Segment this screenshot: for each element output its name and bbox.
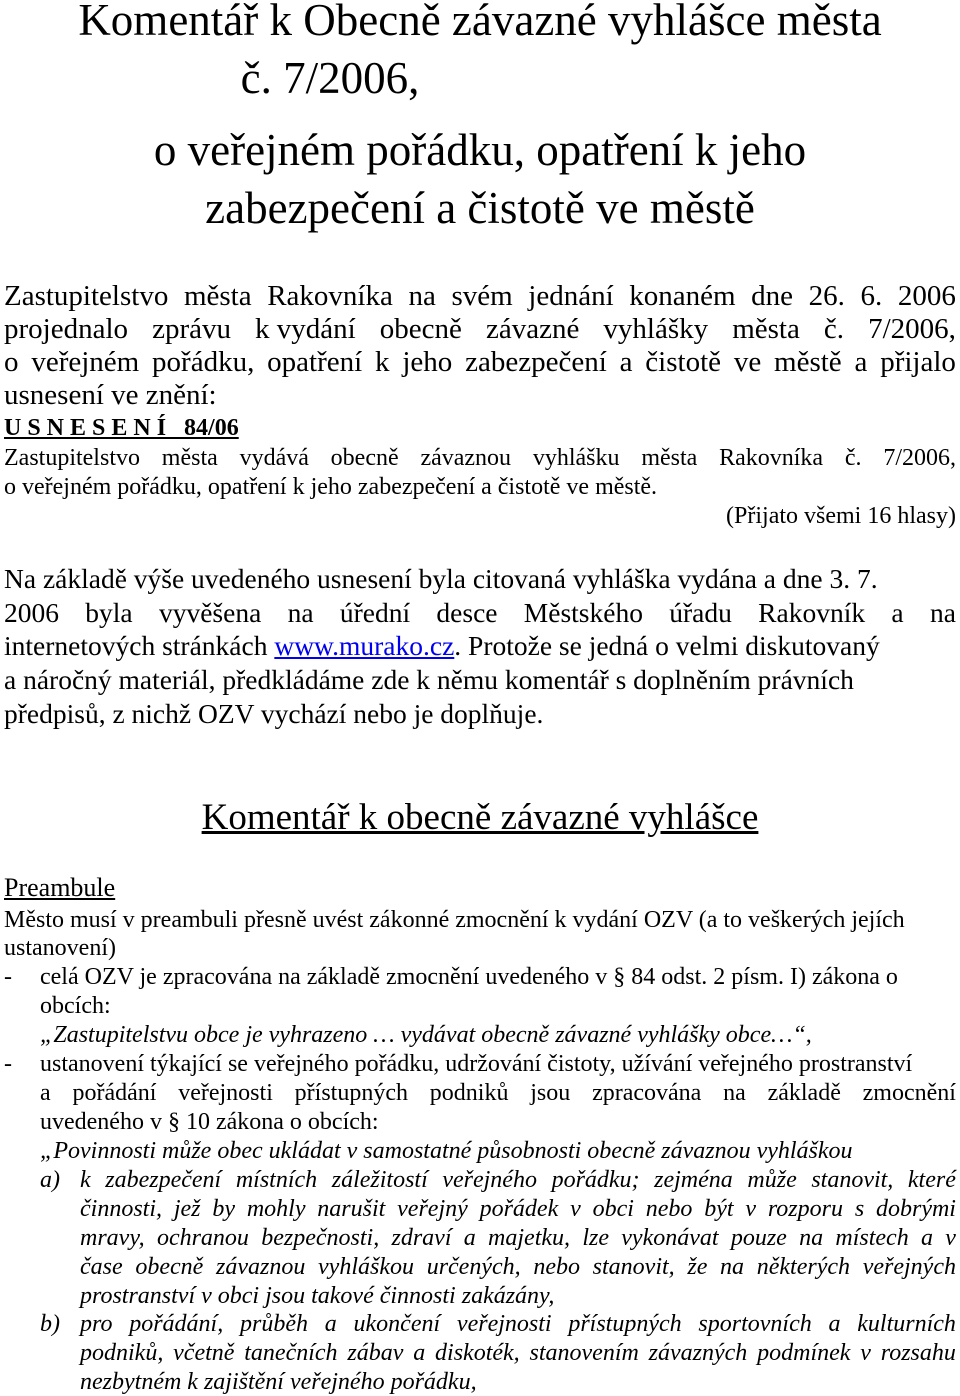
word: stanovit, bbox=[811, 1167, 894, 1193]
word: že bbox=[687, 1254, 708, 1280]
word: jeho bbox=[402, 346, 453, 378]
a-lines-line bbox=[80, 1166, 956, 1194]
word: dobrými bbox=[875, 1196, 956, 1222]
word: Zastupitelstvo bbox=[4, 280, 169, 312]
word: a bbox=[463, 1225, 476, 1251]
intro-line-2 bbox=[4, 313, 956, 346]
word: zdraví bbox=[391, 1225, 452, 1251]
word: na bbox=[408, 280, 436, 312]
word: jednání bbox=[528, 280, 614, 312]
word: jež bbox=[173, 1196, 201, 1222]
word: čase bbox=[80, 1254, 123, 1280]
word: závaznou bbox=[216, 1254, 306, 1280]
word: ochranou bbox=[156, 1225, 249, 1251]
word: obecně bbox=[330, 445, 399, 471]
word: ve bbox=[733, 346, 762, 378]
word: a bbox=[413, 1340, 426, 1366]
word: pořádku, bbox=[152, 346, 255, 378]
word: podniků bbox=[429, 1080, 509, 1106]
resolution-votes: (Přijato všemi 16 hlasy) bbox=[726, 503, 956, 529]
a-lines-line bbox=[80, 1253, 956, 1281]
item-2-dash: - bbox=[4, 1051, 12, 1077]
word: Rakovník bbox=[758, 597, 866, 628]
resolution-heading: U S N E S E N Í 84/06 bbox=[4, 415, 239, 441]
word: místech bbox=[835, 1225, 909, 1251]
word: byla bbox=[85, 597, 133, 628]
word: zábav bbox=[347, 1340, 404, 1366]
word: opatření bbox=[267, 346, 363, 378]
word: být bbox=[704, 1196, 734, 1222]
word: rozsahu bbox=[880, 1340, 956, 1366]
item-1-dash: - bbox=[4, 964, 12, 990]
word: lze bbox=[582, 1225, 609, 1251]
para-line-2 bbox=[4, 596, 956, 630]
word: veřejném bbox=[31, 346, 140, 378]
word: č. bbox=[823, 313, 845, 345]
word: 7/2006, bbox=[883, 445, 956, 471]
word: na bbox=[720, 1254, 745, 1280]
document-title-line-4: zabezpečení a čistotě ve městě bbox=[205, 183, 755, 233]
para-line-3 bbox=[4, 629, 880, 663]
word: tanečních bbox=[244, 1340, 338, 1366]
word: o bbox=[4, 346, 19, 378]
word: včetně bbox=[173, 1340, 235, 1366]
preamble-line-1: Město musí v preambuli přesně uvést zákonné zmocnění k vydání OZV (a to veškerých jejích bbox=[4, 907, 905, 933]
word: přijalo bbox=[880, 346, 956, 378]
word: vyhláškou bbox=[318, 1254, 414, 1280]
word: svém bbox=[451, 280, 513, 312]
word: narušit bbox=[317, 1196, 386, 1222]
b-lines-line bbox=[80, 1310, 956, 1338]
word: jsou bbox=[530, 1080, 571, 1106]
word: zabezpečení bbox=[465, 346, 607, 378]
word: stanovením bbox=[529, 1340, 639, 1366]
word: veřejný bbox=[397, 1196, 468, 1222]
word: 2006 bbox=[4, 597, 59, 628]
word: nebo bbox=[645, 1196, 693, 1222]
word: ukončení bbox=[353, 1311, 441, 1337]
b-lines-line bbox=[80, 1339, 956, 1367]
word: a bbox=[324, 1311, 337, 1337]
word: dne bbox=[751, 280, 794, 312]
word: 7/2006, bbox=[868, 313, 956, 345]
intro-line-3 bbox=[4, 346, 956, 379]
para-line-3-rest: . Protože se jedná o velmi diskutovaný bbox=[454, 630, 880, 661]
item-2-line-2 bbox=[40, 1079, 956, 1107]
word: Rakovníka bbox=[267, 280, 393, 312]
word: pro bbox=[80, 1311, 113, 1337]
document-title-line-2: č. 7/2006, bbox=[240, 53, 420, 103]
word: a bbox=[619, 346, 633, 378]
word: závazných bbox=[648, 1340, 748, 1366]
murako-link[interactable]: www.murako.cz bbox=[274, 630, 455, 661]
a-lines-line bbox=[80, 1224, 956, 1252]
word: průběh bbox=[240, 1311, 308, 1337]
word: přístupných bbox=[294, 1080, 408, 1106]
word: č. bbox=[844, 445, 862, 471]
word: a bbox=[891, 597, 904, 628]
word: a bbox=[920, 1225, 933, 1251]
word: podniků, bbox=[80, 1340, 164, 1366]
word: vyhlášky bbox=[603, 313, 709, 345]
item-2-line-3: uvedeného v § 10 zákona o obcích: bbox=[40, 1109, 379, 1135]
item-a-marker: a) bbox=[40, 1167, 60, 1193]
word: a bbox=[40, 1080, 51, 1106]
intro-line-4: usnesení ve znění: bbox=[4, 379, 217, 411]
a-lines-line: prostranství v obci jsou takové činnosti zakázány, bbox=[80, 1283, 555, 1309]
word: zejména bbox=[654, 1167, 733, 1193]
word: 26. bbox=[808, 280, 845, 312]
word: pořádku; bbox=[551, 1167, 640, 1193]
word: Zastupitelstvo bbox=[4, 445, 140, 471]
word: projednalo bbox=[4, 313, 129, 345]
word: by bbox=[212, 1196, 235, 1222]
word: majetku, bbox=[488, 1225, 571, 1251]
word: rozporu bbox=[767, 1196, 843, 1222]
word: stanovit, bbox=[592, 1254, 675, 1280]
word: pouze bbox=[730, 1225, 787, 1251]
word: k bbox=[80, 1167, 91, 1193]
word: veřejných bbox=[862, 1254, 956, 1280]
word: mravy, bbox=[80, 1225, 145, 1251]
word: sportovních bbox=[698, 1311, 812, 1337]
preamble-line-2: ustanovení) bbox=[4, 935, 116, 961]
word: závaznou bbox=[420, 445, 512, 471]
word: základě bbox=[767, 1080, 841, 1106]
word: úřadu bbox=[669, 597, 732, 628]
word: k vydání bbox=[255, 313, 356, 345]
document-title-line-3: o veřejném pořádku, opatření k jeho bbox=[153, 125, 807, 175]
para-line-3-text: internetových stránkách bbox=[4, 630, 275, 661]
word: v bbox=[570, 1196, 581, 1222]
word: na bbox=[723, 1080, 746, 1106]
word: na bbox=[799, 1225, 824, 1251]
word: a bbox=[828, 1311, 841, 1337]
word: určených, bbox=[426, 1254, 521, 1280]
word: města bbox=[732, 313, 800, 345]
word: zprávu bbox=[152, 313, 231, 345]
word: diskoték, bbox=[435, 1340, 520, 1366]
word: pořádání bbox=[72, 1080, 157, 1106]
word: veřejnosti bbox=[456, 1311, 552, 1337]
word: veřejnosti bbox=[178, 1080, 273, 1106]
word: obci bbox=[592, 1196, 634, 1222]
word: v bbox=[745, 1196, 757, 1222]
word: obecně bbox=[379, 313, 462, 345]
item-1-line-1: celá OZV je zpracována na základě zmocnění uvedeného v § 84 odst. 2 písm. I) zákona o bbox=[40, 964, 898, 990]
word: konaném bbox=[629, 280, 736, 312]
word: místních bbox=[235, 1167, 318, 1193]
item-1-quote: „Zastupitelstvu obce je vyhrazeno … vydávat obecně závazné vyhlášky obce…“, bbox=[40, 1022, 812, 1048]
quote-intro: „Povinnosti může obec ukládat v samostatné působnosti obecně závaznou vyhláškou bbox=[40, 1138, 853, 1164]
word: Rakovníka bbox=[719, 445, 824, 471]
word: Městského bbox=[523, 597, 643, 628]
word: úřední bbox=[339, 597, 411, 628]
item-1-line-2: obcích: bbox=[40, 993, 111, 1019]
word: zmocnění bbox=[862, 1080, 956, 1106]
intro-line-1 bbox=[4, 280, 956, 313]
word: kulturních bbox=[857, 1311, 956, 1337]
word: obecně bbox=[135, 1254, 204, 1280]
word: pořádek bbox=[479, 1196, 559, 1222]
word: přístupných bbox=[568, 1311, 682, 1337]
word: podmínek bbox=[757, 1340, 851, 1366]
word: k bbox=[375, 346, 390, 378]
item-2-line-1: ustanovení týkající se veřejného pořádku, udržování čistoty, užívání veřejného prostranství bbox=[40, 1051, 913, 1077]
word: v bbox=[945, 1225, 956, 1251]
word: vydává bbox=[239, 445, 309, 471]
word: města bbox=[183, 280, 252, 312]
word: desce bbox=[436, 597, 498, 628]
word: města bbox=[161, 445, 218, 471]
word: bezpečnosti, bbox=[261, 1225, 380, 1251]
preamble-heading: Preambule bbox=[4, 873, 116, 902]
word: mohly bbox=[246, 1196, 306, 1222]
word: zabezpečení bbox=[105, 1167, 222, 1193]
word: nebo bbox=[533, 1254, 580, 1280]
word: vyhlášku bbox=[532, 445, 620, 471]
a-lines-line bbox=[80, 1195, 956, 1223]
word: vyvěšena bbox=[158, 597, 262, 628]
word: čistotě bbox=[645, 346, 721, 378]
word: v bbox=[860, 1340, 871, 1366]
resolution-line-1 bbox=[4, 444, 956, 472]
word: městě bbox=[774, 346, 842, 378]
word: závazné bbox=[485, 313, 580, 345]
word: vykonávat bbox=[621, 1225, 719, 1251]
word: záležitostí bbox=[331, 1167, 428, 1193]
word: s bbox=[854, 1196, 865, 1222]
word: některých bbox=[756, 1254, 851, 1280]
word: na bbox=[929, 597, 956, 628]
commentary-heading: Komentář k obecně závazné vyhlášce bbox=[201, 797, 759, 838]
word: 2006 bbox=[897, 280, 956, 312]
word: města bbox=[641, 445, 698, 471]
document-title-line-1: Komentář k Obecně závazné vyhlášce města bbox=[78, 0, 882, 45]
word: pořádání, bbox=[129, 1311, 224, 1337]
b-lines-line: nezbytném k zajištění veřejného pořádku, bbox=[80, 1369, 477, 1395]
para-line-4: a náročný materiál, předkládáme zde k němu komentář s doplněním právních bbox=[4, 664, 854, 695]
word: zpracována bbox=[592, 1080, 702, 1106]
word: veřejného bbox=[442, 1167, 537, 1193]
resolution-line-2: o veřejném pořádku, opatření k jeho zabezpečení a čistotě ve městě. bbox=[4, 474, 658, 500]
word: může bbox=[747, 1167, 797, 1193]
word: 6. bbox=[860, 280, 883, 312]
word: a bbox=[854, 346, 868, 378]
word: činnosti, bbox=[80, 1196, 162, 1222]
item-b-marker: b) bbox=[40, 1311, 60, 1337]
word: které bbox=[907, 1167, 956, 1193]
para-line-1: Na základě výše uvedeného usnesení byla citovaná vyhláška vydána a dne 3. 7. bbox=[4, 563, 878, 594]
para-line-5: předpisů, z nichž OZV vychází nebo je doplňuje. bbox=[4, 698, 544, 729]
word: na bbox=[287, 597, 314, 628]
